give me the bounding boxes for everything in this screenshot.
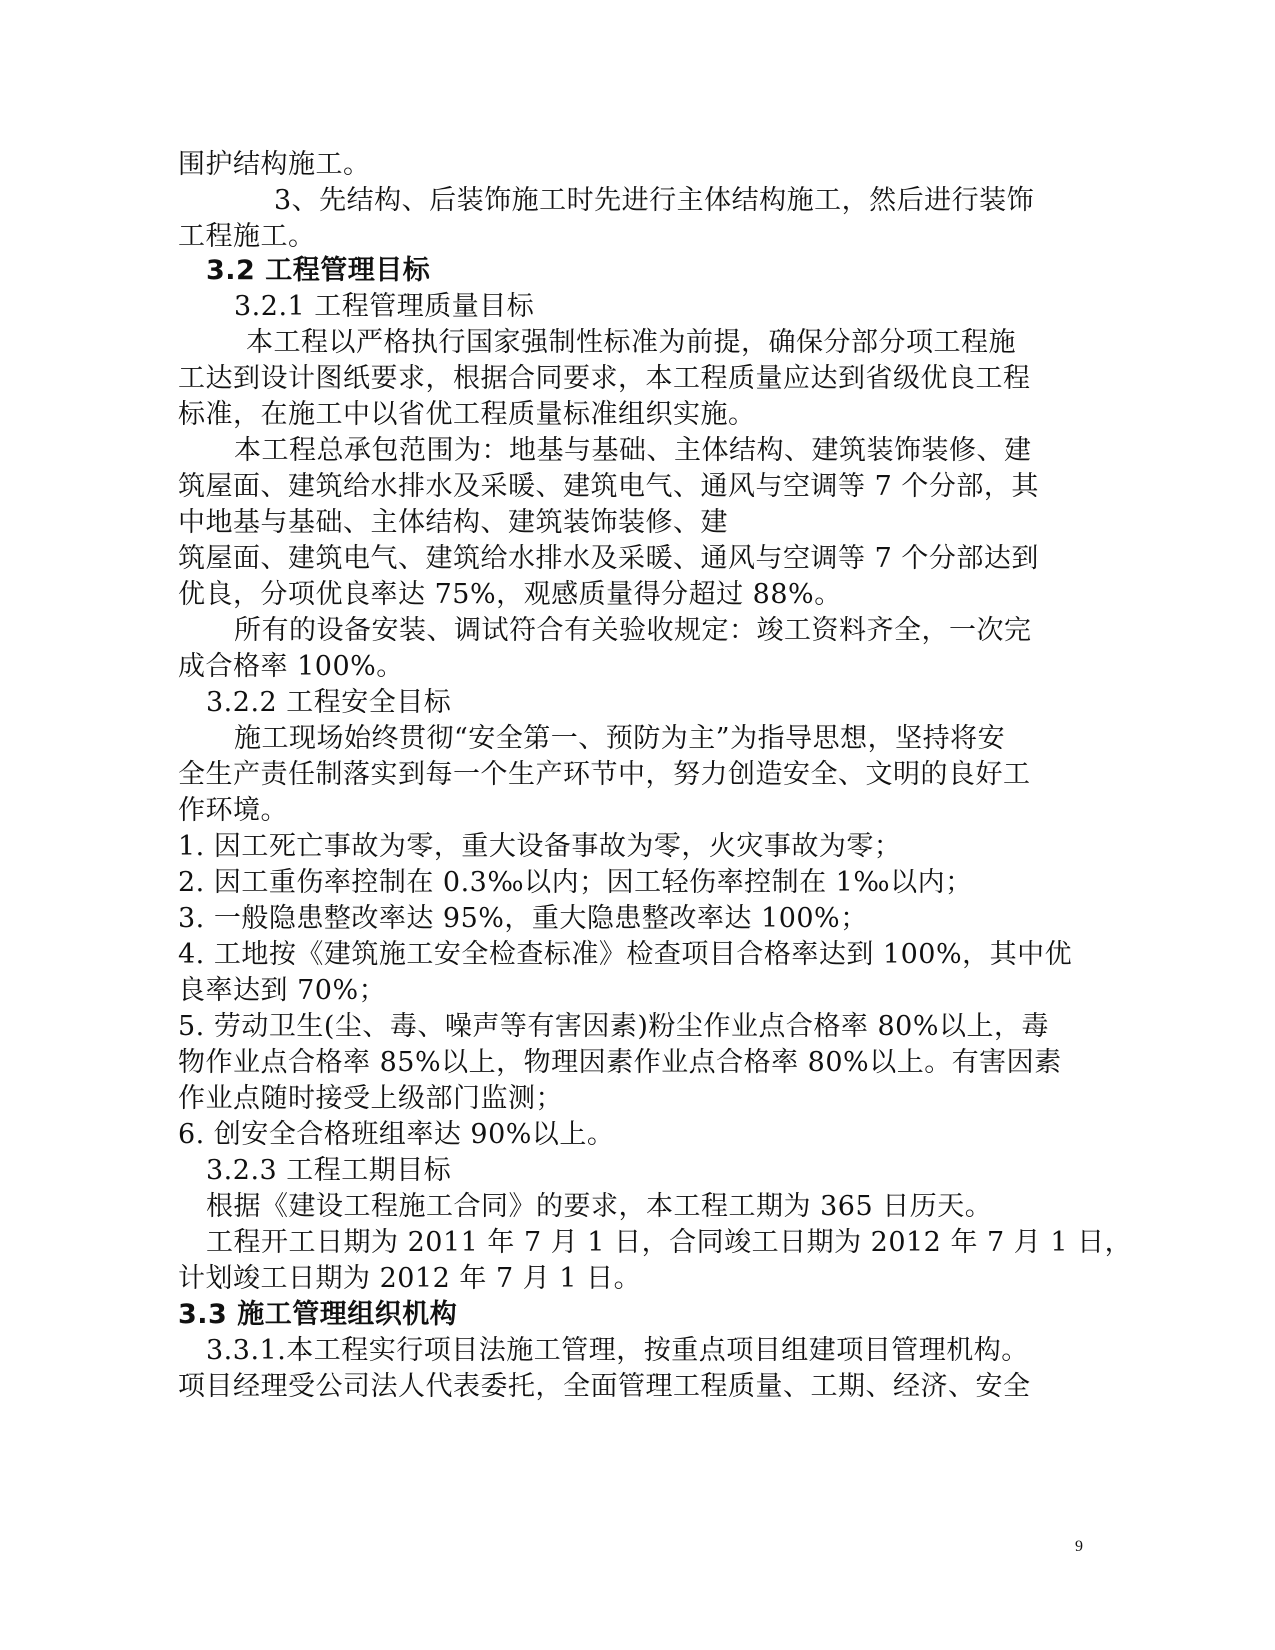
subsection-heading: 3.2.3 工程工期目标 xyxy=(206,1155,452,1186)
text-line: 3.3.1.本工程实行项目法施工管理，按重点项目组建项目管理机构。 xyxy=(206,1335,1029,1366)
text-line: 所有的设备安装、调试符合有关验收规定：竣工资料齐全，一次完 xyxy=(234,615,1032,646)
text-line: 筑屋面、建筑给水排水及采暖、建筑电气、通风与空调等 7 个分部，其 xyxy=(178,471,1039,502)
text-line: 筑屋面、建筑电气、建筑给水排水及采暖、通风与空调等 7 个分部达到 xyxy=(178,543,1039,574)
text-line: 工程开工日期为 2011 年 7 月 1 日，合同竣工日期为 2012 年 7 月 1 日， xyxy=(206,1227,1133,1258)
text-line: 围护结构施工。 xyxy=(178,149,371,180)
text-line: 作环境。 xyxy=(178,795,288,826)
text-line: 中地基与基础、主体结构、建筑装饰装修、建 xyxy=(178,507,728,538)
text-line: 3、先结构、后装饰施工时先进行主体结构施工，然后进行装饰 xyxy=(274,185,1035,216)
text-line: 优良，分项优良率达 75%，观感质量得分超过 88%。 xyxy=(178,579,842,610)
text-line: 工达到设计图纸要求，根据合同要求，本工程质量应达到省级优良工程 xyxy=(178,363,1031,394)
subsection-heading: 3.2.2 工程安全目标 xyxy=(206,687,452,718)
section-heading: 3.3 施工管理组织机构 xyxy=(178,1299,458,1330)
list-item: 1. 因工死亡事故为零，重大设备事故为零，火灾事故为零； xyxy=(178,831,902,862)
text-line: 本工程以严格执行国家强制性标准为前提，确保分部分项工程施 xyxy=(246,327,1016,358)
text-line: 标准，在施工中以省优工程质量标准组织实施。 xyxy=(178,399,756,430)
text-line: 物作业点合格率 85%以上，物理因素作业点合格率 80%以上。有害因素 xyxy=(178,1047,1062,1078)
list-item: 6. 创安全合格班组率达 90%以上。 xyxy=(178,1119,615,1150)
list-item: 2. 因工重伤率控制在 0.3‰以内；因工轻伤率控制在 1‰以内； xyxy=(178,867,973,898)
text-line: 本工程总承包范围为：地基与基础、主体结构、建筑装饰装修、建 xyxy=(234,435,1032,466)
text-line: 根据《建设工程施工合同》的要求，本工程工期为 365 日历天。 xyxy=(206,1191,993,1222)
text-line: 全生产责任制落实到每一个生产环节中，努力创造安全、文明的良好工 xyxy=(178,759,1031,790)
list-item: 4. 工地按《建筑施工安全检查标准》检查项目合格率达到 100%，其中优 xyxy=(178,939,1073,970)
page-number: 9 xyxy=(1075,1538,1083,1555)
text-line: 良率达到 70%； xyxy=(178,975,387,1006)
text-line: 计划竣工日期为 2012 年 7 月 1 日。 xyxy=(178,1263,642,1294)
text-line: 作业点随时接受上级部门监测； xyxy=(178,1083,563,1114)
text-line: 工程施工。 xyxy=(178,221,316,252)
list-item: 5. 劳动卫生(尘、毒、噪声等有害因素)粉尘作业点合格率 80%以上，毒 xyxy=(178,1011,1050,1042)
text-line: 成合格率 100%。 xyxy=(178,651,404,682)
text-line: 项目经理受公司法人代表委托，全面管理工程质量、工期、经济、安全 xyxy=(178,1371,1031,1402)
text-line: 施工现场始终贯彻“安全第一、预防为主”为指导思想，坚持将安 xyxy=(234,723,1006,754)
list-item: 3. 一般隐患整改率达 95%，重大隐患整改率达 100%； xyxy=(178,903,868,934)
section-heading: 3.2 工程管理目标 xyxy=(206,255,431,286)
subsection-heading: 3.2.1 工程管理质量目标 xyxy=(234,291,535,322)
